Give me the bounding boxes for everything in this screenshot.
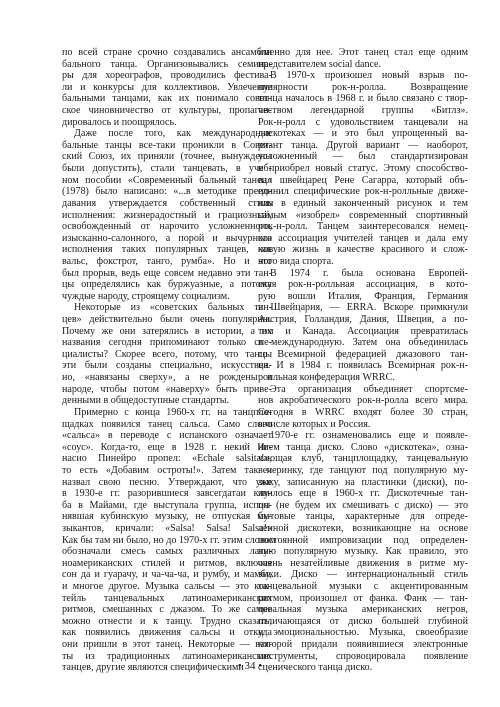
text-line: освобожденный от нарочито усложненного, xyxy=(62,221,272,233)
text-line: бытовые танцы, характерные для опреде- xyxy=(258,511,468,523)
text-line: и приобрел новый статус. Этому способство- xyxy=(258,163,468,175)
text-line: сценического танца диско. xyxy=(258,662,373,674)
text-line: зыкантов, кричали: «Salsa! Salsa! Salsa!» xyxy=(62,522,272,534)
text-line: усложненный — был стандартизирован xyxy=(258,151,468,163)
text-line: постоянной импровизации под определен- xyxy=(258,534,468,546)
text-line: рую вошли Италия, Франция, Германия xyxy=(258,290,468,302)
text-line: в 1930-е гг. разорившиеся завсегдатаи клу- xyxy=(62,488,272,500)
text-line: единил специфические рок-н-ролльные движе- xyxy=(258,186,468,198)
text-line: обозначали смесь самых различных лати- xyxy=(62,546,272,558)
text-line: Как бы там ни было, но до 1970-х гг. этим словом xyxy=(62,534,276,546)
text-line: они пришли в этот танец. Некоторые — взя- xyxy=(62,639,272,651)
text-line: и Швейцария, — ERRA. Вскоре примкнули xyxy=(258,302,468,314)
text-line: ленной дискотеки, возникающие на основе xyxy=(258,522,468,534)
text-line: ты из традиционных латиноамериканских xyxy=(62,650,272,662)
text-line: инструменты, спровоцировала появление xyxy=(258,650,468,662)
text-line: новую жизнь в качестве красивого и слож- xyxy=(258,244,468,256)
text-line: Даже после того, как международные xyxy=(74,128,272,140)
text-line: кая ассоциация учителей танцев и дала ему xyxy=(258,232,468,244)
text-line: В 1970-х произошел новый взрыв по- xyxy=(270,70,468,82)
text-line: именно для нее. Этот танец стал еще одним xyxy=(258,47,468,58)
text-line: ном пособии «Современный бальный танец» xyxy=(62,174,272,186)
text-line: народе, чтобы потом «наверху» быть приве- xyxy=(62,383,272,395)
text-line: нявшая кубинскую музыку, не отпуская му- xyxy=(62,511,272,523)
text-line: нов акробатического рок-н-ролла всего мира. xyxy=(258,395,468,407)
text-line: циалисты? Скорее всего, потому, что танцы xyxy=(62,348,272,360)
text-line: бальными танцами, как их понимало совет- xyxy=(62,93,272,105)
text-line: ролльная конфедерация WRRC. xyxy=(258,372,395,384)
text-line: ного вида спорта. xyxy=(258,255,334,267)
text-line: отличающаяся от диско большей глубиной xyxy=(258,615,468,627)
text-line: со Всемирной федерацией джазового тан- xyxy=(258,348,468,360)
text-line: Рок-н-ролл с удовольствием танцевали на xyxy=(258,116,468,128)
text-line: 1970-е гг. ознаменовались еще и появле- xyxy=(270,430,468,442)
text-line: В 1974 г. была основана Европей- xyxy=(270,267,468,279)
text-line: ритмов, смешанных с джазом. То же самое xyxy=(62,604,272,616)
text-line: ца. И в 1984 г. появилась Всемирная рок-н- xyxy=(258,360,468,372)
text-line: можно отнести и к танцу. Трудно сказать, xyxy=(62,615,272,627)
text-line: танца началось в 1968 г. и было связано с твор- xyxy=(258,93,468,105)
text-line: в международную. Затем она объединилась xyxy=(258,337,468,349)
text-line: щадках появился танец сальса. Само слово xyxy=(62,418,272,430)
text-line: чуждые народу, строящему социализм. xyxy=(62,290,230,302)
text-line: по всей стране срочно создавались ансамбли xyxy=(62,47,272,58)
text-line: то есть «Добавим остроты!». Затем так и xyxy=(62,464,272,476)
text-line: ский Союз, их приняли (точнее, вынуждены xyxy=(62,151,272,163)
text-line: Австрия, Голландия, Дания, Швеция, а по- xyxy=(258,314,468,326)
text-line: самым «изобрел» современный спортивный xyxy=(258,209,468,221)
text-line: денными в общедоступные стандарты. xyxy=(62,395,230,407)
text-line: риант танца. Другой вариант — наоборот, xyxy=(258,139,468,151)
text-line: ритмом, произошел от фанка. Фанк — тан- xyxy=(258,592,468,604)
text-line: чающая клуб, танцплощадку, танцевальную xyxy=(258,453,468,465)
text-line: ская рок-н-ролльная ассоциация, в кото- xyxy=(258,279,468,291)
text-line: цевальная музыка американских негров, xyxy=(258,604,468,616)
text-line: Эта организация объединяет спортсме- xyxy=(270,383,468,395)
text-line: были допустить), стали танцевать, в учеб- xyxy=(62,163,272,175)
text-line: рок-н-ролл. Танцем заинтересовался немец- xyxy=(258,221,468,233)
text-line: вальс, фокстрот, танго, румба». Но и это xyxy=(62,255,272,267)
text-line: бального танца. Организовывались семина- xyxy=(62,58,272,70)
text-line: Почему же они затерялись в истории, а их xyxy=(62,325,272,337)
text-line: очень незатейливые движения в ритме му- xyxy=(258,557,468,569)
text-line: (1978) было написано: «...в методике препо- xyxy=(62,186,272,198)
text-line: ры для хореографов, проводились фестива- xyxy=(62,70,272,82)
text-line: том и Канада. Ассоциация превратилась xyxy=(258,325,468,337)
left-column xyxy=(62,47,276,674)
text-line: ба в Майами, где выступала группа, испол- xyxy=(62,499,272,511)
text-line: как появились движения сальсы и откуда xyxy=(62,627,272,639)
text-line: танцев, другие являются специфическими xyxy=(62,662,244,674)
text-line: насио Пинейро пропел: «Echale salsita!», xyxy=(62,453,272,465)
text-line: сон да и гуарачу, и ча-ча-ча, и румбу, и мамбу, xyxy=(62,569,272,581)
text-line: тейль танцевальных латиноамериканских xyxy=(62,592,272,604)
text-line: и многое другое. Музыка сальсы — это кок- xyxy=(62,581,272,593)
text-line: дискотеках — и это был упрощенный ва- xyxy=(258,128,468,140)
text-line: дировалось и поощрялось. xyxy=(62,116,177,128)
text-line: представителем social dance. xyxy=(258,58,382,70)
text-line: зыки. Диско — интернациональный стиль xyxy=(258,569,468,581)
text-line: но, «навязаны сверху», а не рождены в xyxy=(62,372,272,384)
text-line: танцевальной музыки с акцентированным xyxy=(258,581,468,593)
text-line: ли и конкурсы для коллективов. Увлечение xyxy=(62,81,272,93)
text-line: давания утверждается собственный стиль xyxy=(62,197,272,209)
text-line: цы определялись как буржуазные, а потому xyxy=(62,279,272,291)
text-line: исполнения: жизнерадостный и грациозный, xyxy=(62,209,272,221)
text-line: цев» действительно были очень популярны. xyxy=(62,314,272,326)
text-line: чеством легендарной группы «Битлз». xyxy=(258,105,468,117)
text-line: которой придали появившиеся электронные xyxy=(258,639,468,651)
text-line: был прорыв, ведь еще совсем недавно эти тан- xyxy=(62,267,272,279)
text-line: бальные танцы все-таки проникли в Совет- xyxy=(62,139,272,151)
text-line: ния в единый законченный рисунок и тем xyxy=(258,197,468,209)
text-line: Некоторые из «советских бальных тан- xyxy=(74,302,272,314)
text-line: явилось еще в 1960-х гг. Дискотечные тан- xyxy=(258,488,468,500)
text-line: пулярности рок-н-ролла. Возвращение xyxy=(258,81,468,93)
text-line: исполнения таких популярных танцев, как xyxy=(62,244,272,256)
text-line: вечеринку, где танцуют под популярную му- xyxy=(258,464,468,476)
text-line: названия сегодня припоминают только спе- xyxy=(62,337,272,349)
page-number: • 34 • xyxy=(237,660,263,672)
text-line: в числе которых и Россия. xyxy=(258,418,371,430)
text-line: Примерно с конца 1960-х гг. на танцпло- xyxy=(74,406,272,418)
text-line: и эмоциональностью. Музыка, своеобразие xyxy=(258,627,468,639)
text-line: вал швейцарец Рене Сагарра, который объ- xyxy=(258,174,468,186)
text-line: Сегодня в WRRC входят более 30 стран, xyxy=(258,406,468,418)
text-line: нием танца диско. Слово «дискотека», озна- xyxy=(258,441,468,453)
text-line: зыку, записанную на пластинки (диски), по- xyxy=(258,476,468,488)
text-line: изысканно-салонного, а порой и вычурного xyxy=(62,232,272,244)
text-line: цы (не будем их смешивать с диско) — это xyxy=(258,499,468,511)
text-line: ную популярную музыку. Как правило, это xyxy=(258,546,468,558)
text-line: ское чиновничество от культуры, пропаган- xyxy=(62,105,272,117)
right-column xyxy=(258,47,468,674)
text-line: «сальса» в переводе с испанского означает xyxy=(62,430,272,442)
text-line: эти были созданы специально, искусствен- xyxy=(62,360,272,372)
text-line: ноамериканских стилей и ритмов, включая xyxy=(62,557,272,569)
text-line: «соус». Когда-то, еще в 1928 г. некий Иг- xyxy=(62,441,272,453)
text-line: назвал свою песню. Утверждают, что уже xyxy=(62,476,272,488)
